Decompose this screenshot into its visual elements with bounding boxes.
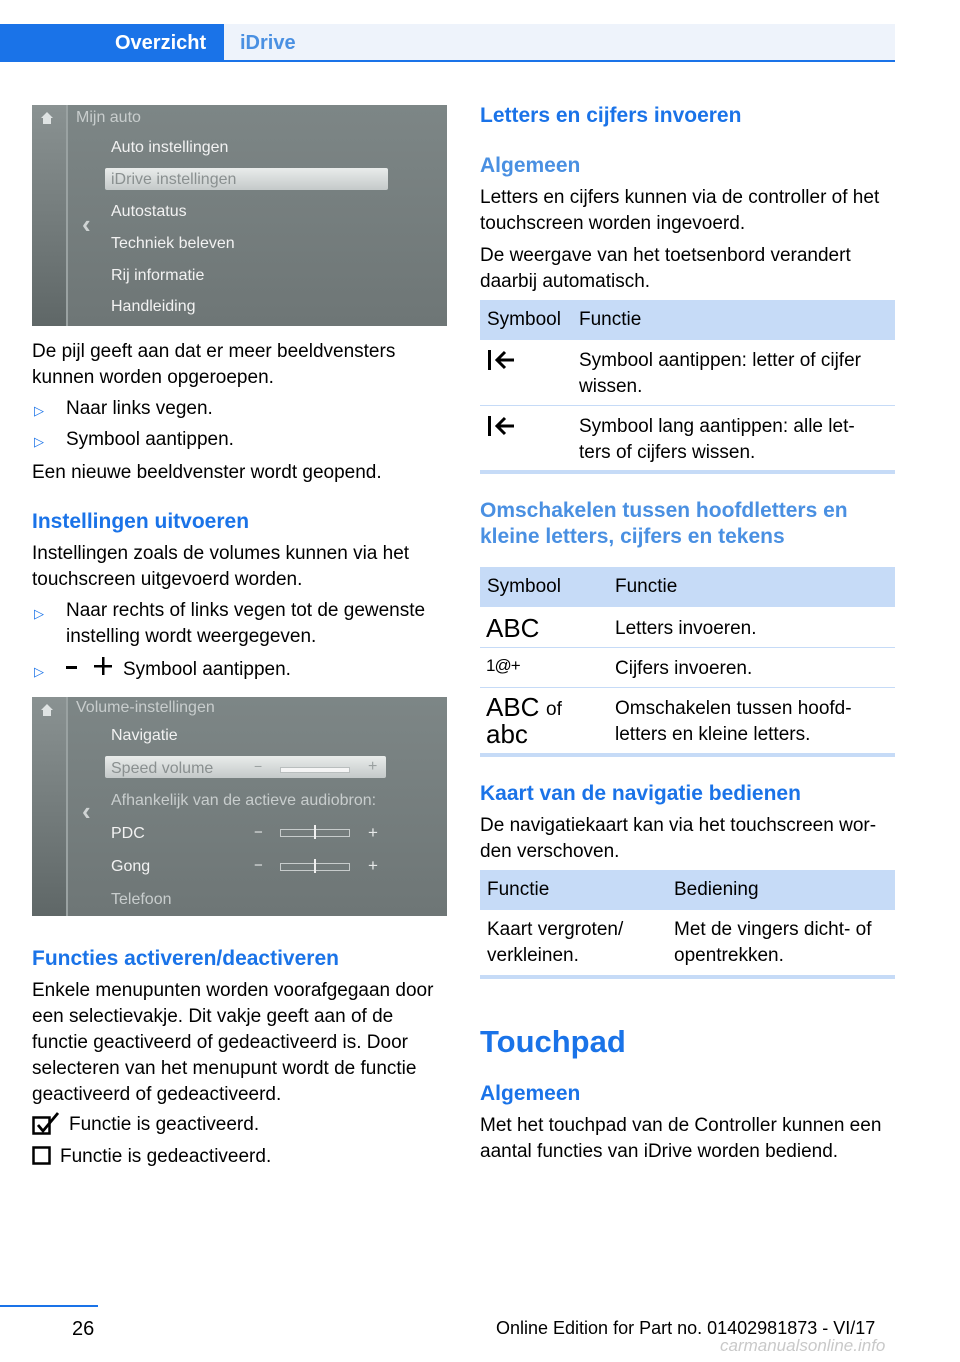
menu-item-selected: iDrive instellingen <box>111 171 237 188</box>
menu-item: Techniek beleven <box>111 235 235 252</box>
paragraph: Een nieuwe beeldvenster wordt geopend. <box>32 462 382 483</box>
menu-item: Rij informatie <box>111 267 205 284</box>
menu-item: Gong <box>111 858 151 875</box>
minus-icon <box>66 666 77 669</box>
menu-item: Afhankelijk van de actieve audiobron: <box>111 792 377 809</box>
footer-rule <box>0 1305 98 1307</box>
slider-plus: + <box>368 856 378 875</box>
screenshot-title: Volume-instellingen <box>76 699 215 716</box>
abc-uppercase-icon: ABC <box>486 692 540 722</box>
menu-item: Handleiding <box>111 298 196 315</box>
screenshot-divider <box>66 105 68 326</box>
table-header-cell: Bediening <box>674 879 759 900</box>
home-icon <box>40 703 54 717</box>
menu-item: Navigatie <box>111 727 178 744</box>
header-rule <box>0 60 895 62</box>
screenshot-divider <box>66 697 68 916</box>
table-rule <box>480 753 895 757</box>
heading-algemeen: Algemeen <box>480 154 581 177</box>
menu-item: Telefoon <box>111 891 172 908</box>
menu-item: PDC <box>111 825 145 842</box>
checkbox-empty-icon <box>32 1146 52 1166</box>
paragraph: Met het touchpad van de Controller kunnen een aantal functies van iDrive worden bediend. <box>480 1115 882 1162</box>
bullet-text: Symbool aantippen. <box>66 429 234 450</box>
backspace-icon <box>486 414 518 438</box>
bullet-text: Symbool aantippen. <box>123 659 291 680</box>
heading-touchpad: Touchpad <box>480 1024 626 1059</box>
bullet-triangle-icon: ▷ <box>34 434 44 449</box>
tab-overzicht[interactable]: Overzicht <box>115 32 207 54</box>
table-rule <box>480 647 895 648</box>
bullet-triangle-icon: ▷ <box>34 664 44 679</box>
backspace-icon <box>486 348 518 372</box>
screenshot-title: Mijn auto <box>76 109 141 126</box>
slider-minus: − <box>254 857 263 874</box>
bullet-text: Naar links vegen. <box>66 398 213 419</box>
paragraph: Letters en cijfers kunnen via de controller of het touchscreen worden ingevoerd. <box>480 187 880 234</box>
table-cell: Kaart vergroten/ verkleinen. <box>487 919 624 966</box>
bullet-triangle-icon: ▷ <box>34 403 44 418</box>
table-rule <box>480 975 895 979</box>
paragraph: Enkele menupunten worden voorafgegaan door een selectievakje. Dit vakje geeft aan of de functie geactiveerd of gedeactiveerd is. Door selecteren van het menupunt wordt de functie geactiveerd of gedeactiveerd. <box>32 980 434 1105</box>
table-cell: Letters invoeren. <box>615 618 757 639</box>
menu-item: Autostatus <box>111 203 187 220</box>
heading-letters-cijfers: Letters en cijfers invoeren <box>480 104 742 127</box>
table-cell: of <box>546 699 562 720</box>
screenshot-sidebar <box>32 697 66 916</box>
slider-knob <box>314 859 316 873</box>
table-header-cell: Symbool <box>487 309 561 330</box>
slider-minus: − <box>254 758 263 774</box>
home-icon <box>40 111 54 125</box>
screenshot-volume-instellingen <box>32 697 447 916</box>
bullet-text: Naar rechts of links vegen tot de gewenste instelling wordt weergegeven. <box>66 600 426 647</box>
heading-kaart-navigatie: Kaart van de navigatie bedienen <box>480 782 801 805</box>
slider-track <box>280 767 350 773</box>
tab-idrive-bg <box>224 24 895 60</box>
menu-item-selected: Speed volume <box>111 760 214 777</box>
paragraph: De pijl geeft aan dat er meer beeldvensters kunnen worden opgeroepen. <box>32 341 396 388</box>
table-header-cell: Symbool <box>487 576 561 597</box>
plus-icon <box>93 656 113 676</box>
tab-idrive[interactable]: iDrive <box>240 32 296 54</box>
heading-instellingen: Instellingen uitvoeren <box>32 510 250 533</box>
checkbox-label: Functie is geactiveerd. <box>69 1114 260 1135</box>
table-rule <box>480 687 895 688</box>
table-header-cell: Functie <box>615 576 678 597</box>
paragraph: De weergave van het toetsenbord verandert daarbij automatisch. <box>480 245 851 292</box>
footer-edition: Online Edition for Part no. 01402981873 - VI/17 <box>496 1318 876 1338</box>
chevron-left-icon: ‹ <box>82 796 91 826</box>
table-cell: Symbool lang aantippen: alle let‐ters of cijfers wissen. <box>579 416 855 463</box>
table-header-cell: Functie <box>487 879 550 900</box>
slider-knob <box>314 825 316 839</box>
menu-item: Auto instellingen <box>111 139 229 156</box>
paragraph: Instellingen zoals de volumes kunnen via het touchscreen uitgevoerd worden. <box>32 543 410 590</box>
heading-omschakelen: Omschakelen tussen hoofdletters en kleine letters, cijfers en tekens <box>480 499 848 548</box>
screenshot-mijn-auto <box>32 105 447 326</box>
watermark: carmanualsonline.info <box>720 1336 886 1355</box>
table-cell: Cijfers invoeren. <box>615 658 753 679</box>
paragraph: De navigatiekaart kan via het touchscreen wor‐den verschoven. <box>480 815 877 862</box>
checkbox-checked-icon <box>32 1112 62 1136</box>
checkbox-label: Functie is gedeactiveerd. <box>60 1146 272 1167</box>
table-header-cell: Functie <box>579 309 642 330</box>
abc-lowercase-icon: abc <box>486 719 528 749</box>
heading-algemeen: Algemeen <box>480 1082 581 1105</box>
heading-functies: Functies activeren/deactiveren <box>32 947 339 970</box>
slider-plus: + <box>368 823 378 842</box>
bullet-triangle-icon: ▷ <box>34 606 44 621</box>
table-cell: Met de vingers dicht- of opentrekken. <box>674 919 872 966</box>
screenshot-sidebar <box>32 105 66 326</box>
table-rule <box>480 470 895 474</box>
abc-uppercase-icon: ABC <box>486 613 540 643</box>
slider-minus: − <box>254 824 263 841</box>
chevron-left-icon: ‹ <box>82 209 91 239</box>
slider-plus: + <box>368 758 378 775</box>
numbers-symbols-icon: 1@+ <box>486 656 520 675</box>
table-cell: Omschakelen tussen hoofd‐letters en kleine letters. <box>615 698 852 745</box>
table-cell: Symbool aantippen: letter of cijfer wissen. <box>579 350 861 397</box>
table-rule <box>480 405 895 406</box>
page-number: 26 <box>72 1318 95 1340</box>
